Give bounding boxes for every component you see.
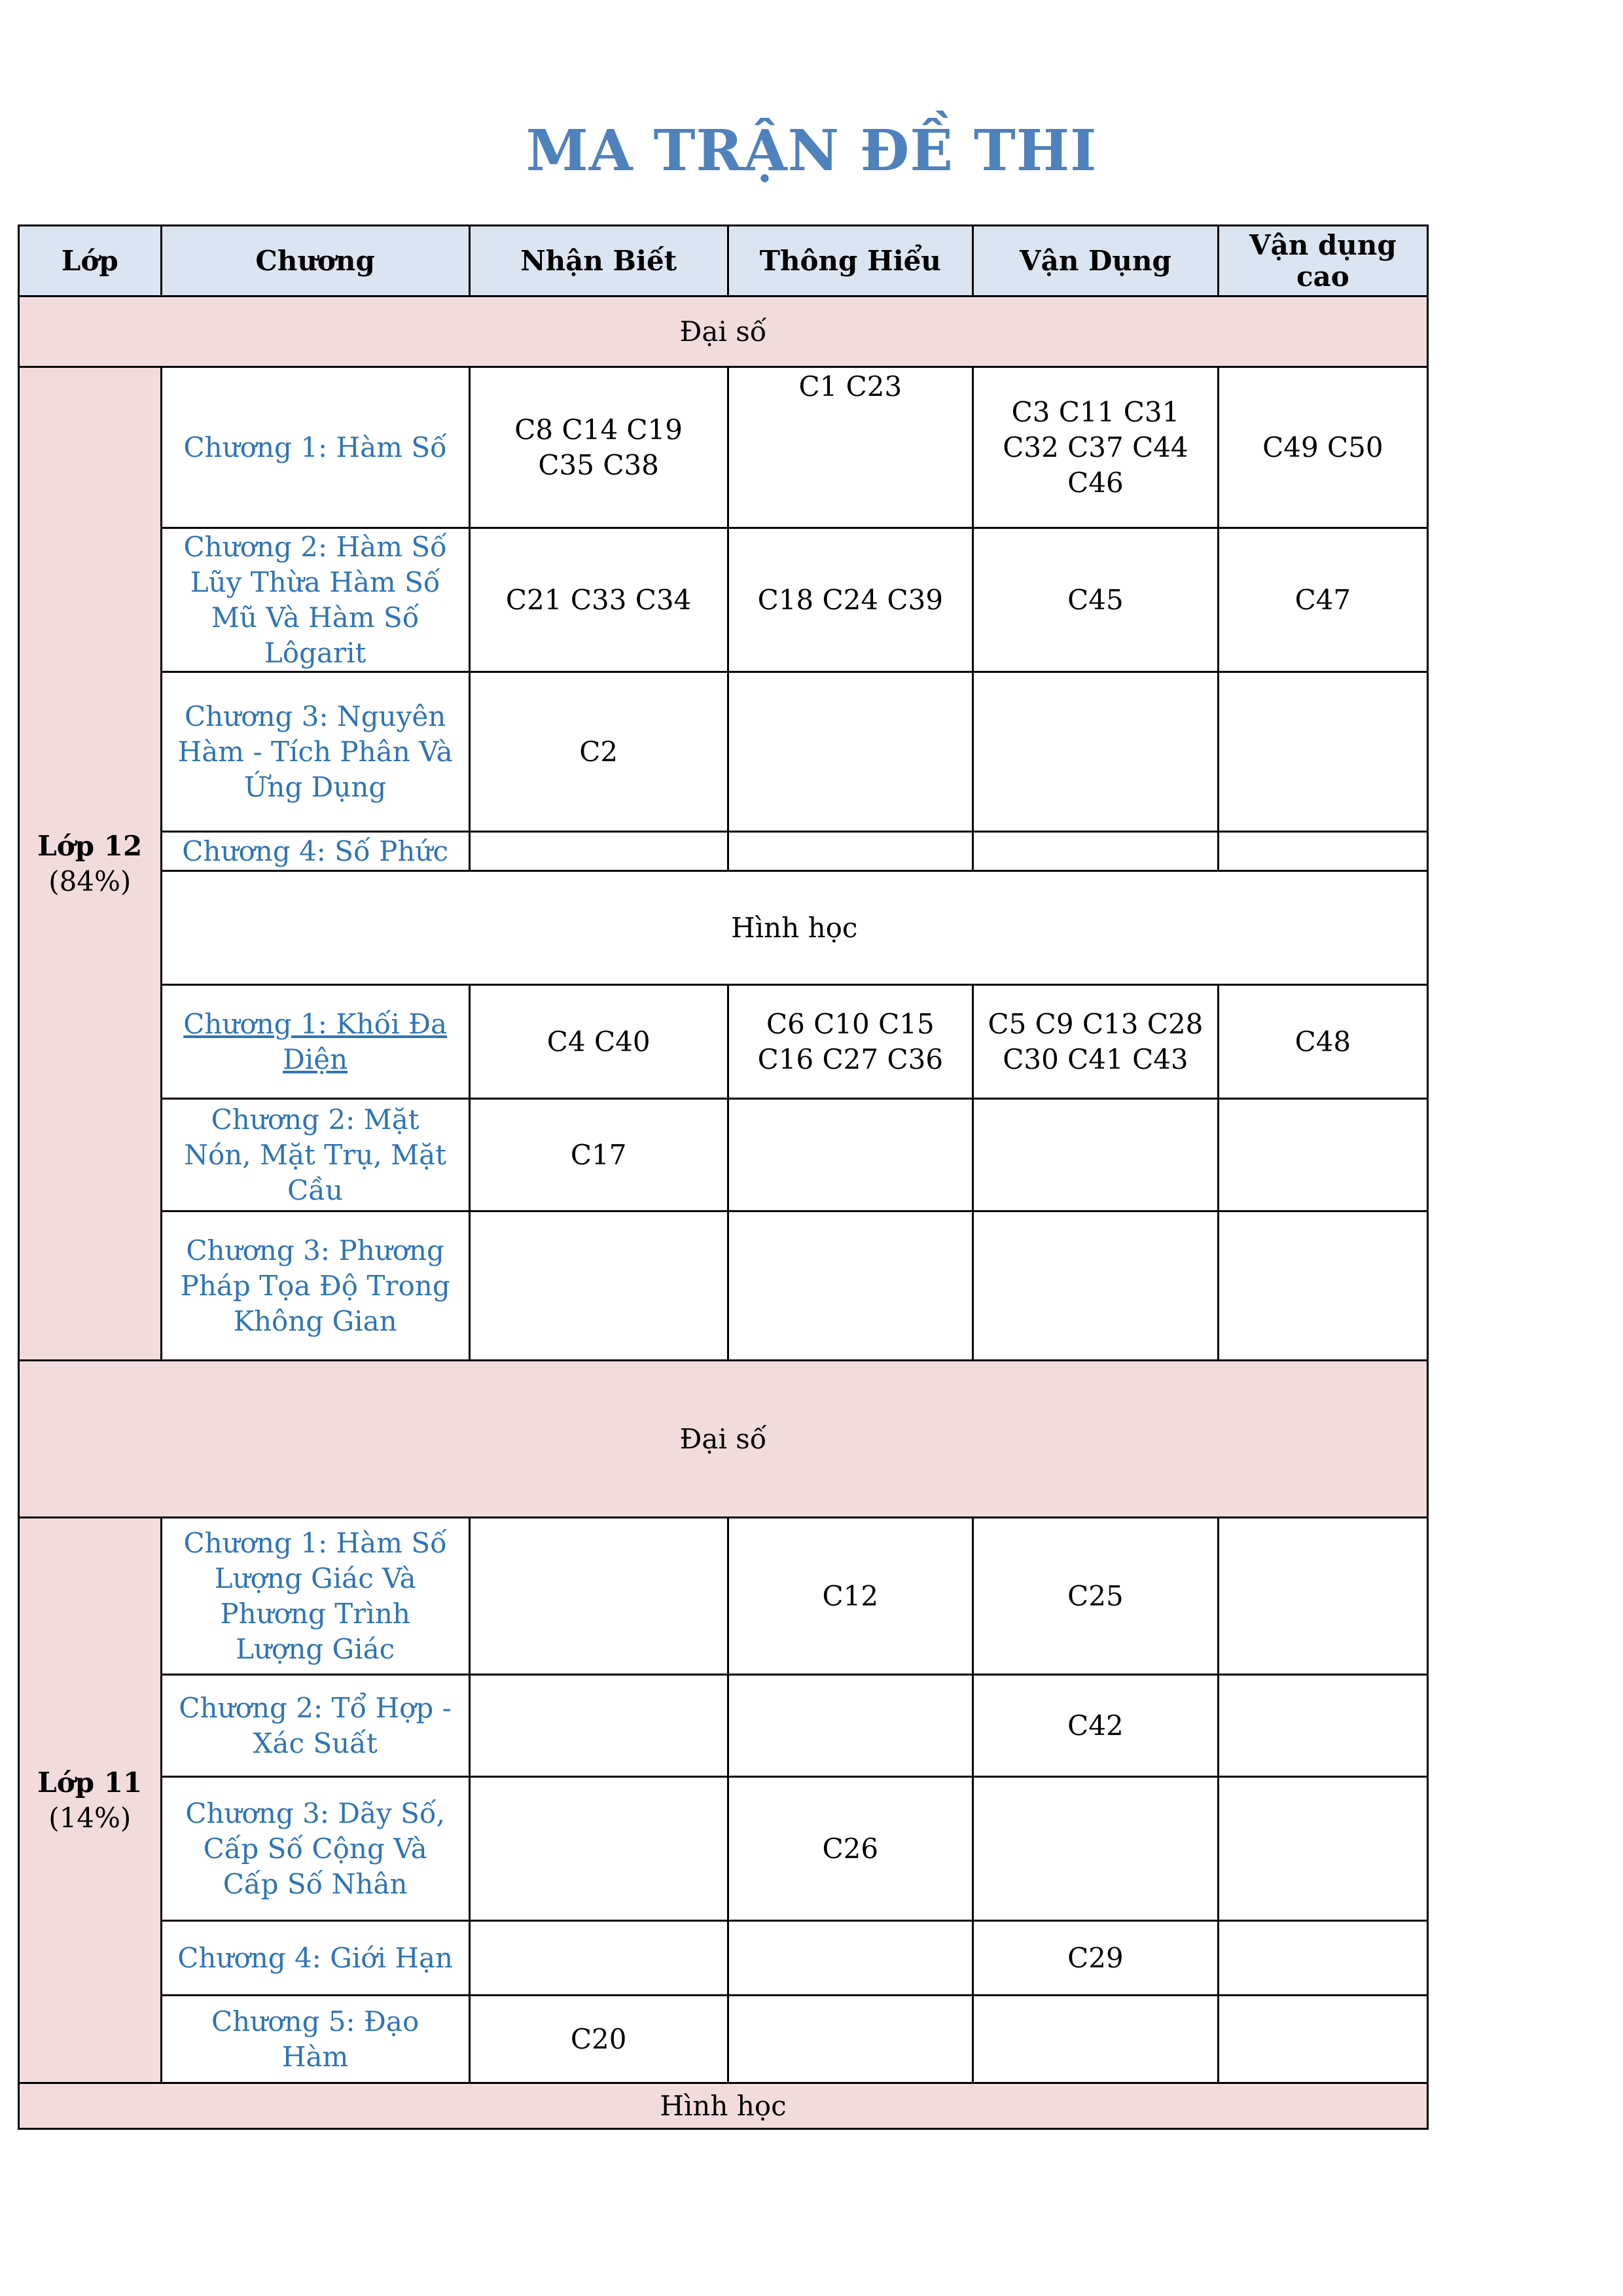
table-row [19, 1211, 1428, 1361]
grade-12-label: Lớp 12 [37, 829, 143, 862]
header-nhan-biet: Nhận Biết [469, 226, 728, 296]
cell-nhan-biet [469, 1921, 728, 1996]
chapter-name: Chương 2: Mặt Nón, Mặt Trụ, Mặt Cầu [161, 1099, 469, 1211]
section-row [19, 1361, 1428, 1518]
cell-thong-hieu: C26 [728, 1777, 973, 1921]
page-title: MA TRẬN ĐỀ THI [526, 118, 1097, 184]
cell-nhan-biet: C4 C40 [469, 985, 728, 1099]
cell-thong-hieu [728, 1099, 973, 1211]
cell-thong-hieu [728, 1675, 973, 1777]
table-row [19, 367, 1428, 528]
chapter-name: Chương 2: Tổ Hợp - Xác Suất [161, 1675, 469, 1777]
chapter-link[interactable] [161, 985, 469, 1099]
section-dai-so-12: Đại số [19, 296, 1428, 367]
table-row [19, 1777, 1428, 1921]
section-dai-so-11: Đại số [19, 1361, 1428, 1518]
table-row [19, 1675, 1428, 1777]
cell-nhan-biet: C17 [469, 1099, 728, 1211]
cell-van-dung-cao: C49 C50 [1218, 367, 1427, 528]
table-row [19, 528, 1428, 672]
chapter-name: Chương 1: Hàm Số Lượng Giác Và Phương Trình Lượng Giác [161, 1518, 469, 1675]
cell-van-dung [973, 1777, 1219, 1921]
grade-12-percent: (84%) [48, 865, 132, 897]
table-row [19, 1099, 1428, 1211]
cell-van-dung [973, 832, 1219, 871]
section-row [19, 871, 1428, 985]
cell-van-dung [973, 672, 1219, 832]
cell-van-dung-cao [1218, 1996, 1427, 2083]
cell-nhan-biet: C20 [469, 1996, 728, 2083]
header-chuong: Chương [161, 226, 469, 296]
cell-thong-hieu [728, 1996, 973, 2083]
cell-nhan-biet [469, 832, 728, 871]
table-row [19, 1996, 1428, 2083]
cell-nhan-biet [469, 1777, 728, 1921]
grade-11-cell [19, 1518, 162, 2083]
chapter-name: Chương 4: Giới Hạn [161, 1921, 469, 1996]
chapter-name: Chương 1: Hàm Số [161, 367, 469, 528]
cell-thong-hieu [728, 832, 973, 871]
cell-thong-hieu [728, 1211, 973, 1361]
header-row [19, 226, 1428, 296]
cell-van-dung-cao [1218, 1777, 1427, 1921]
cell-nhan-biet: C8 C14 C19 C35 C38 [469, 367, 728, 528]
cell-van-dung-cao [1218, 832, 1427, 871]
cell-van-dung [973, 1211, 1219, 1361]
cell-nhan-biet [469, 1211, 728, 1361]
table-row [19, 1518, 1428, 1675]
cell-van-dung: C5 C9 C13 C28 C30 C41 C43 [973, 985, 1219, 1099]
chapter-name: Chương 2: Hàm Số Lũy Thừa Hàm Số Mũ Và Hàm Số Lôgarit [161, 528, 469, 672]
cell-van-dung [973, 1996, 1219, 2083]
cell-nhan-biet: C21 C33 C34 [469, 528, 728, 672]
cell-van-dung: C3 C11 C31 C32 C37 C44 C46 [973, 367, 1219, 528]
cell-van-dung-cao: C48 [1218, 985, 1427, 1099]
cell-thong-hieu: C1 C23 [728, 367, 973, 528]
cell-van-dung-cao [1218, 1675, 1427, 1777]
cell-van-dung-cao [1218, 1921, 1427, 1996]
table-row [19, 1921, 1428, 1996]
header-thong-hieu: Thông Hiểu [728, 226, 973, 296]
cell-thong-hieu [728, 672, 973, 832]
cell-van-dung-cao: C47 [1218, 528, 1427, 672]
section-hinh-hoc-11: Hình học [19, 2083, 1428, 2129]
cell-van-dung-cao [1218, 672, 1427, 832]
section-row [19, 296, 1428, 367]
cell-thong-hieu: C18 C24 C39 [728, 528, 973, 672]
grade-11-label: Lớp 11 [37, 1766, 143, 1799]
cell-van-dung-cao [1218, 1099, 1427, 1211]
cell-thong-hieu: C12 [728, 1518, 973, 1675]
chapter-name: Chương 3: Dãy Số, Cấp Số Cộng Và Cấp Số Nhân [161, 1777, 469, 1921]
chapter-name: Chương 3: Phương Pháp Tọa Độ Trong Không Gian [161, 1211, 469, 1361]
cell-van-dung-cao [1218, 1518, 1427, 1675]
table-row [19, 832, 1428, 871]
cell-thong-hieu [728, 1921, 973, 1996]
chapter-link-text[interactable]: Chương 1: Khối Đa Diện [183, 1007, 448, 1075]
cell-van-dung: C25 [973, 1518, 1219, 1675]
table-row [19, 672, 1428, 832]
header-lop: Lớp [19, 226, 162, 296]
exam-matrix-table [18, 224, 1429, 2130]
cell-van-dung: C45 [973, 528, 1219, 672]
cell-thong-hieu: C6 C10 C15 C16 C27 C36 [728, 985, 973, 1099]
header-van-dung: Vận Dụng [973, 226, 1219, 296]
header-van-dung-cao: Vận dụng cao [1218, 226, 1427, 296]
cell-nhan-biet: C2 [469, 672, 728, 832]
section-row [19, 2083, 1428, 2129]
chapter-name: Chương 3: Nguyên Hàm - Tích Phân Và Ứng Dụng [161, 672, 469, 832]
cell-van-dung [973, 1099, 1219, 1211]
cell-nhan-biet [469, 1518, 728, 1675]
chapter-name: Chương 5: Đạo Hàm [161, 1996, 469, 2083]
chapter-name: Chương 4: Số Phức [161, 832, 469, 871]
grade-12-cell [19, 367, 162, 1361]
cell-van-dung: C42 [973, 1675, 1219, 1777]
cell-van-dung-cao [1218, 1211, 1427, 1361]
section-hinh-hoc-12: Hình học [161, 871, 1428, 985]
cell-nhan-biet [469, 1675, 728, 1777]
table-row [19, 985, 1428, 1099]
grade-11-percent: (14%) [48, 1801, 132, 1834]
cell-van-dung: C29 [973, 1921, 1219, 1996]
